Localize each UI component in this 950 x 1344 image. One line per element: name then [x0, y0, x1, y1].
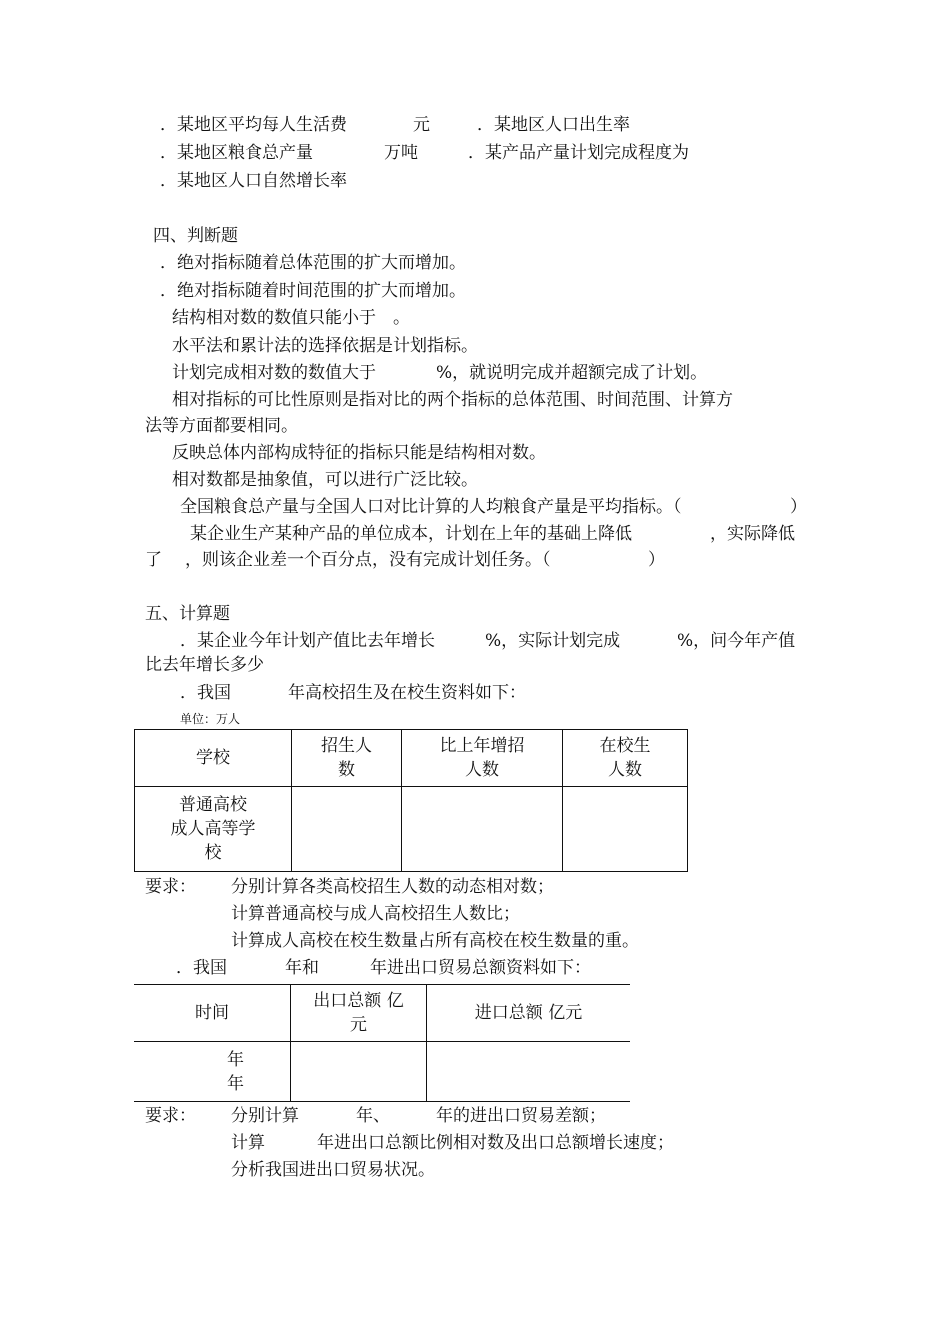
judge-q10-paren: ） [648, 550, 665, 570]
table1-header-increase: 比上年增招 人数 [402, 730, 563, 787]
requirement-2-2: 计算 [231, 1133, 265, 1153]
judge-q9-paren: ） [790, 497, 807, 517]
table2-header-import: 进口总额 亿元 [427, 985, 631, 1042]
calc-p1: ．某企业今年计划产值比去年增长 [180, 631, 435, 651]
unit-label: 单位：万人 [180, 712, 241, 726]
fill-item-5: ．某地区人口自然增长率 [160, 171, 347, 191]
table1-header-school: 学校 [135, 730, 292, 787]
calc-p1-cont: 比去年增长多少 [145, 655, 264, 675]
calc-p2: ．我国 [180, 683, 231, 703]
judge-q10-d: ，则该企业差一个百分点，没有完成计划任务。（ [185, 550, 551, 570]
enrollment-table [134, 729, 688, 872]
table-cell [402, 787, 563, 872]
fill-item-4: ．某产品产量计划完成程度为 [468, 143, 689, 163]
judge-q8: 相对数都是抽象值，可以进行广泛比较。 [172, 470, 478, 490]
judge-q10: 某企业生产某种产品的单位成本，计划在上年的基础上降低 [190, 524, 632, 544]
requirement-2-1-b: 年、 [356, 1106, 390, 1126]
judge-q4: 水平法和累计法的选择依据是计划指标。 [172, 336, 478, 356]
table2-header-time: 时间 [134, 985, 291, 1042]
requirement-2-1-c: 年的进出口贸易差额； [436, 1106, 606, 1126]
table1-header-students: 在校生 人数 [563, 730, 688, 787]
judge-q10-c: 了 [145, 550, 162, 570]
calc-p1-b: %，实际计划完成 [485, 631, 621, 651]
fill-item-3: ．某地区粮食总产量 [160, 143, 313, 163]
requirement-1: 分别计算各类高校招生人数的动态相对数； [231, 877, 554, 897]
section4-heading: 四、判断题 [153, 226, 238, 246]
trade-table [134, 984, 630, 1102]
fill-item-1-unit: 元 [413, 115, 430, 135]
section5-heading: 五、计算题 [145, 604, 230, 624]
calc-p3-b: 年和 [285, 958, 319, 978]
requirements-label-2: 要求： [145, 1106, 196, 1126]
fill-item-3-unit: 万吨 [384, 143, 418, 163]
table1-row-labels: 普通高校 成人高等学 校 [135, 787, 292, 872]
requirement-2-2-b: 年进出口总额比例相对数及出口总额增长速度； [317, 1133, 674, 1153]
judge-q7: 反映总体内部构成特征的指标只能是结构相对数。 [172, 443, 546, 463]
fill-item-1: ．某地区平均每人生活费 [160, 115, 347, 135]
requirement-2-3: 分析我国进出口贸易状况。 [231, 1160, 435, 1180]
requirement-3: 计算成人高校在校生数量占所有高校在校生数量的重。 [231, 931, 639, 951]
table-cell [291, 1042, 427, 1102]
judge-q9: 全国粮食总产量与全国人口对比计算的人均粮食产量是平均指标。（ [180, 497, 682, 517]
calc-p1-c: %，问今年产值 [677, 631, 796, 651]
judge-q2: ．绝对指标随着时间范围的扩大而增加。 [160, 281, 466, 301]
calc-p3: ．我国 [176, 958, 227, 978]
table2-row-labels: 年 年 [134, 1042, 291, 1102]
judge-q5-tail: %，就说明完成并超额完成了计划。 [436, 363, 708, 383]
judge-q6-cont: 法等方面都要相同。 [145, 416, 298, 436]
requirements-label: 要求： [145, 877, 196, 897]
judge-q3: 结构相对数的数值只能小于 。 [172, 308, 410, 328]
table-cell [563, 787, 688, 872]
judge-q6: 相对指标的可比性原则是指对比的两个指标的总体范围、时间范围、计算方 [172, 390, 733, 410]
table2-header-export: 出口总额 亿 元 [291, 985, 427, 1042]
requirement-2: 计算普通高校与成人高校招生人数比； [231, 904, 520, 924]
calc-p2-b: 年高校招生及在校生资料如下： [288, 683, 526, 703]
table-cell [292, 787, 402, 872]
requirement-2-1: 分别计算 [231, 1106, 299, 1126]
table1-header-enroll: 招生人 数 [292, 730, 402, 787]
judge-q1: ．绝对指标随着总体范围的扩大而增加。 [160, 253, 466, 273]
fill-item-2: ．某地区人口出生率 [477, 115, 630, 135]
table-cell [427, 1042, 631, 1102]
calc-p3-c: 年进出口贸易总额资料如下： [370, 958, 591, 978]
judge-q5: 计划完成相对数的数值大于 [172, 363, 376, 383]
judge-q10-b: ，实际降低 [710, 524, 795, 544]
